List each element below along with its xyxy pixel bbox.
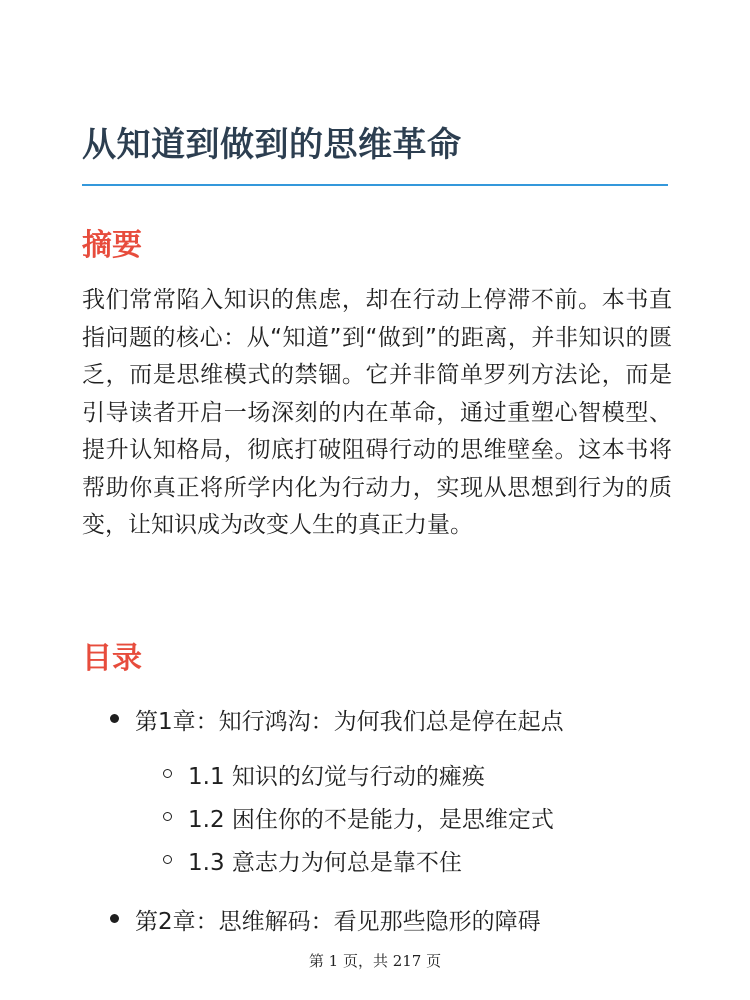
bullet-disc-icon (110, 714, 119, 723)
bullet-circle-icon (163, 855, 172, 864)
toc-section-label: 1.1 知识的幻觉与行动的瘫痪 (188, 764, 485, 790)
toc-heading: 目录 (82, 641, 142, 676)
toc-section-label: 1.2 困住你的不是能力，是思维定式 (188, 807, 554, 833)
toc-section-label: 1.3 意志力为何总是靠不住 (188, 850, 462, 876)
title-divider (82, 184, 668, 186)
page-number-footer: 第 1 页，共 217 页 (308, 952, 442, 970)
toc-chapter-label: 第2章：思维解码：看见那些隐形的障碍 (135, 909, 541, 935)
bullet-circle-icon (163, 769, 172, 778)
document-title: 从知道到做到的思维革命 (82, 125, 462, 165)
abstract-heading: 摘要 (82, 228, 142, 263)
bullet-circle-icon (163, 812, 172, 821)
bullet-disc-icon (110, 914, 119, 923)
abstract-paragraph: 我们常常陷入知识的焦虑，却在行动上停滞不前。本书直指问题的核心：从“知道”到“做到”的距离，并非知识的匮乏，而是思维模式的禁锢。它并非简单罗列方法论，而是引导读者开启一场深刻的内在革命，通过重塑心智模型、提升认知格局，彻底打破阻碍行动的思维壁垒。这本书将帮助你真正将所学内化为行动力，实现从思想到行为的质变，让知识成为改变人生的真正力量。 (82, 287, 672, 538)
toc-chapter-label: 第1章：知行鸿沟：为何我们总是停在起点 (135, 709, 564, 735)
